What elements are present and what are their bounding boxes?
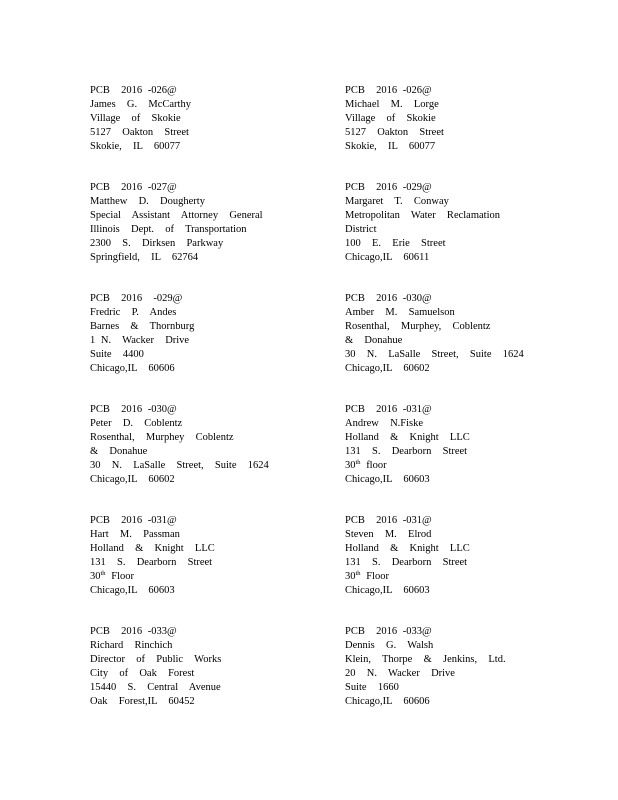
address-line: 5127 Oakton Street (345, 127, 444, 138)
address-line-rest: Floor (105, 571, 134, 582)
case-number: PCB 2016 -026@ (90, 85, 177, 96)
address-block (345, 514, 585, 598)
address-line-number: 30 (345, 460, 356, 471)
address-line: Rosenthal, Murphey, Coblentz (345, 321, 491, 332)
case-number: PCB 2016 -029@ (345, 182, 432, 193)
contact-name: Amber M. Samuelson (345, 307, 455, 318)
address-line: Klein, Thorpe & Jenkins, Ltd. (345, 654, 506, 665)
address-block (345, 84, 585, 154)
address-line: 131 S. Dearborn Street (345, 557, 468, 568)
address-block (90, 514, 330, 598)
case-number: PCB 2016 -030@ (345, 293, 432, 304)
address-line: 30 N. LaSalle Street, Suite 1624 (90, 460, 269, 471)
address-line: Suite 4400 (90, 349, 144, 360)
address-line (345, 570, 585, 584)
address-line: 100 E. Erie Street (345, 238, 446, 249)
contact-name: Matthew D. Dougherty (90, 196, 205, 207)
case-number: PCB 2016 -027@ (90, 182, 177, 193)
address-line: Director of Public Works (90, 654, 222, 665)
address-line: Metropolitan Water Reclamation (345, 210, 501, 221)
address-line (345, 459, 585, 473)
contact-name: Peter D. Coblentz (90, 418, 183, 429)
contact-name: Michael M. Lorge (345, 99, 439, 110)
contact-name: Andrew N.Fiske (345, 418, 424, 429)
ordinal-suffix: th (355, 570, 361, 577)
address-line: Barnes & Thornburg (90, 321, 195, 332)
address-line: City of Oak Forest (90, 668, 195, 679)
case-number: PCB 2016 -031@ (345, 515, 432, 526)
address-line: 5127 Oakton Street (90, 127, 189, 138)
case-number: PCB 2016 -031@ (345, 404, 432, 415)
contact-name: Steven M. Elrod (345, 529, 432, 540)
address-line: Chicago,IL 60602 (90, 474, 175, 485)
address-line: Chicago,IL 60611 (345, 252, 430, 263)
address-line: Chicago,IL 60603 (345, 474, 430, 485)
address-block (90, 403, 330, 487)
address-line: Village of Skokie (90, 113, 181, 124)
address-line-rest: Floor (360, 571, 389, 582)
address-line: Springfield, IL 62764 (90, 252, 199, 263)
address-block (345, 181, 585, 265)
address-line: Special Assistant Attorney General (90, 210, 263, 221)
address-line: Illinois Dept. of Transportation (90, 224, 247, 235)
contact-name: James G. McCarthy (90, 99, 191, 110)
address-line: Chicago,IL 60606 (90, 363, 175, 374)
address-line: District (345, 224, 377, 235)
address-line: Rosenthal, Murphey Coblentz (90, 432, 234, 443)
address-block (90, 181, 330, 265)
address-line: 131 S. Dearborn Street (90, 557, 213, 568)
case-number: PCB 2016 -033@ (90, 626, 177, 637)
address-block (345, 292, 585, 376)
address-block (345, 625, 585, 709)
ordinal-suffix: th (100, 570, 106, 577)
address-line-number: 30 (345, 571, 356, 582)
address-line-rest: floor (360, 460, 387, 471)
contact-name: Hart M. Passman (90, 529, 180, 540)
case-number: PCB 2016 -033@ (345, 626, 432, 637)
address-block (345, 403, 585, 487)
address-line: Chicago,IL 60606 (345, 696, 430, 707)
case-number: PCB 2016 -031@ (90, 515, 177, 526)
address-line: Skokie, IL 60077 (90, 141, 181, 152)
address-block (90, 84, 330, 154)
address-line: Chicago,IL 60603 (345, 585, 430, 596)
contact-name: Fredric P. Andes (90, 307, 177, 318)
ordinal-suffix: th (355, 459, 361, 466)
address-line: Chicago,IL 60602 (345, 363, 430, 374)
address-line: Oak Forest,IL 60452 (90, 696, 195, 707)
contact-name: Margaret T. Conway (345, 196, 449, 207)
address-line: 131 S. Dearborn Street (345, 446, 468, 457)
contact-name: Dennis G. Walsh (345, 640, 434, 651)
address-line: 15440 S. Central Avenue (90, 682, 221, 693)
address-line: Chicago,IL 60603 (90, 585, 175, 596)
address-line: 1 N. Wacker Drive (90, 335, 190, 346)
case-number: PCB 2016 -029@ (90, 293, 183, 304)
address-line: Suite 1660 (345, 682, 399, 693)
contact-name: Richard Rinchich (90, 640, 173, 651)
address-line: & Donahue (90, 446, 148, 457)
address-line: 20 N. Wacker Drive (345, 668, 455, 679)
address-line: Holland & Knight LLC (345, 543, 470, 554)
address-line (90, 570, 330, 584)
case-number: PCB 2016 -026@ (345, 85, 432, 96)
address-line: Skokie, IL 60077 (345, 141, 436, 152)
case-number: PCB 2016 -030@ (90, 404, 177, 415)
address-line: 2300 S. Dirksen Parkway (90, 238, 224, 249)
address-block (90, 625, 330, 709)
address-line: Holland & Knight LLC (90, 543, 215, 554)
address-line: 30 N. LaSalle Street, Suite 1624 (345, 349, 524, 360)
address-line: & Donahue (345, 335, 403, 346)
address-line: Village of Skokie (345, 113, 436, 124)
address-line: Holland & Knight LLC (345, 432, 470, 443)
address-block (90, 292, 330, 376)
address-line-number: 30 (90, 571, 101, 582)
